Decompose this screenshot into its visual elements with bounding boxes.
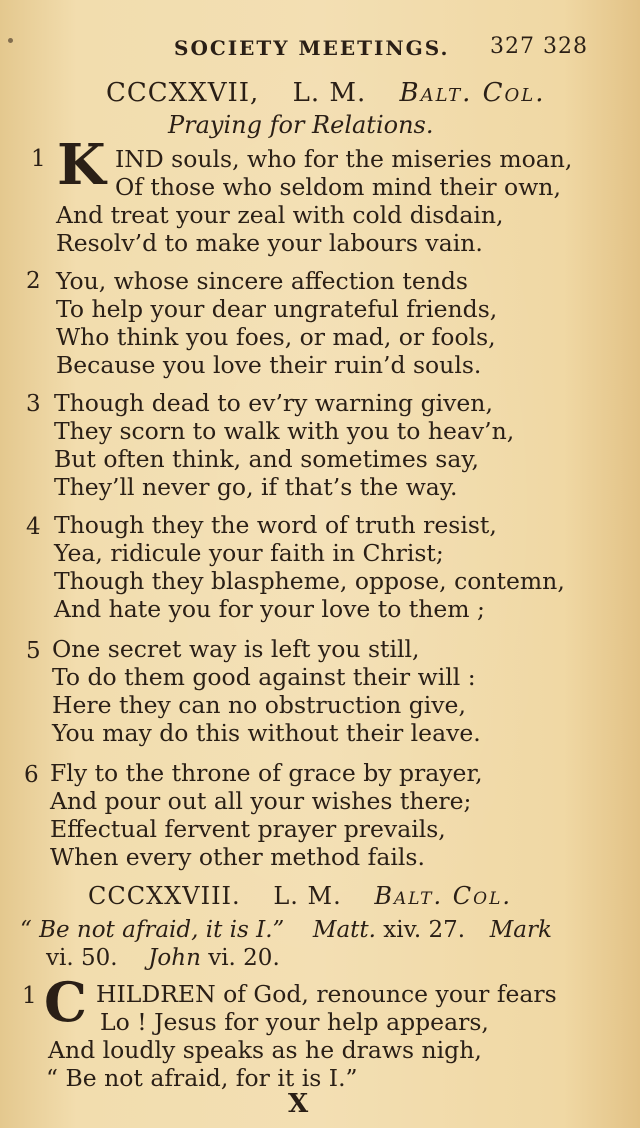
hymn-meter: L. M. (273, 882, 342, 910)
hymn-subtitle: Praying for Relations. (168, 111, 434, 139)
stanza-number: 5 (26, 638, 41, 664)
hymn-tune: Balt. Col. (374, 882, 512, 910)
hymn-heading-327 (106, 78, 546, 108)
verse-line: You, whose sincere affection tends (56, 267, 468, 295)
scripture-quote: “ Be not afraid, it is I.” (20, 917, 285, 943)
verse-line: You may do this without their leave. (52, 719, 481, 747)
scripture-chapter: xiv. 27. (383, 917, 466, 943)
hymn-heading-328 (88, 882, 512, 910)
verse-line: To help your dear ungrateful friends, (56, 295, 498, 323)
verse-line: HILDREN of God, renounce your fears (96, 980, 557, 1008)
drop-cap: K (57, 132, 106, 198)
printer-signature: X (288, 1089, 309, 1119)
scripture-book: Matt. (312, 917, 376, 943)
verse-line: They’ll never go, if that’s the way. (54, 473, 458, 501)
scripture-chapter: vi. 50. (46, 945, 118, 971)
verse-line: They scorn to walk with you to heav’n, (54, 417, 515, 445)
stanza-number: 3 (26, 391, 41, 417)
page-numbers: 327 328 (490, 34, 588, 59)
verse-line: Because you love their ruin’d souls. (56, 351, 482, 379)
drop-cap: C (44, 970, 87, 1034)
scripture-reference (20, 917, 552, 943)
margin-speck (8, 38, 13, 43)
verse-line: Lo ! Jesus for your help appears, (100, 1008, 489, 1036)
verse-line: “ Be not afraid, for it is I.” (46, 1064, 358, 1092)
verse-line: Though they blaspheme, oppose, contemn, (54, 567, 565, 595)
hymn-number: CCCXXVIII. (88, 882, 241, 910)
verse-line: Resolv’d to make your labours vain. (56, 229, 483, 257)
verse-line: Effectual fervent prayer prevails, (50, 815, 446, 843)
verse-line: When every other method fails. (50, 843, 425, 871)
hymn-tune: Balt. Col. (399, 78, 546, 108)
hymn-number: CCCXXVII, (106, 78, 260, 108)
hymn-meter: L. M. (292, 78, 367, 108)
stanza-number: 6 (24, 762, 39, 788)
scripture-reference-cont (46, 945, 280, 971)
stanza-number: 4 (26, 514, 41, 540)
verse-line: But often think, and sometimes say, (54, 445, 479, 473)
running-title: SOCIETY MEETINGS. (174, 36, 450, 60)
verse-line: Who think you foes, or mad, or fools, (56, 323, 496, 351)
verse-line: Though they the word of truth resist, (54, 511, 497, 539)
stanza-number: 2 (26, 268, 41, 294)
scripture-book: Mark (489, 917, 552, 943)
verse-line: Fly to the throne of grace by prayer, (50, 759, 483, 787)
verse-line: To do them good against their will : (52, 663, 476, 691)
stanza-number: 1 (22, 983, 37, 1009)
verse-line: Though dead to ev’ry warning given, (54, 389, 493, 417)
verse-line: And pour out all your wishes there; (50, 787, 472, 815)
scripture-book: John (148, 945, 201, 971)
verse-line: Of those who seldom mind their own, (115, 173, 561, 201)
verse-line: Here they can no obstruction give, (52, 691, 466, 719)
verse-line: And hate you for your love to them ; (54, 595, 485, 623)
verse-line: And loudly speaks as he draws nigh, (48, 1036, 482, 1064)
stanza-number: 1 (31, 146, 46, 172)
verse-line: And treat your zeal with cold disdain, (56, 201, 504, 229)
verse-line: IND souls, who for the miseries moan, (115, 145, 573, 173)
scripture-chapter: vi. 20. (208, 945, 280, 971)
verse-line: One secret way is left you still, (52, 635, 420, 663)
verse-line: Yea, ridicule your faith in Christ; (54, 539, 444, 567)
